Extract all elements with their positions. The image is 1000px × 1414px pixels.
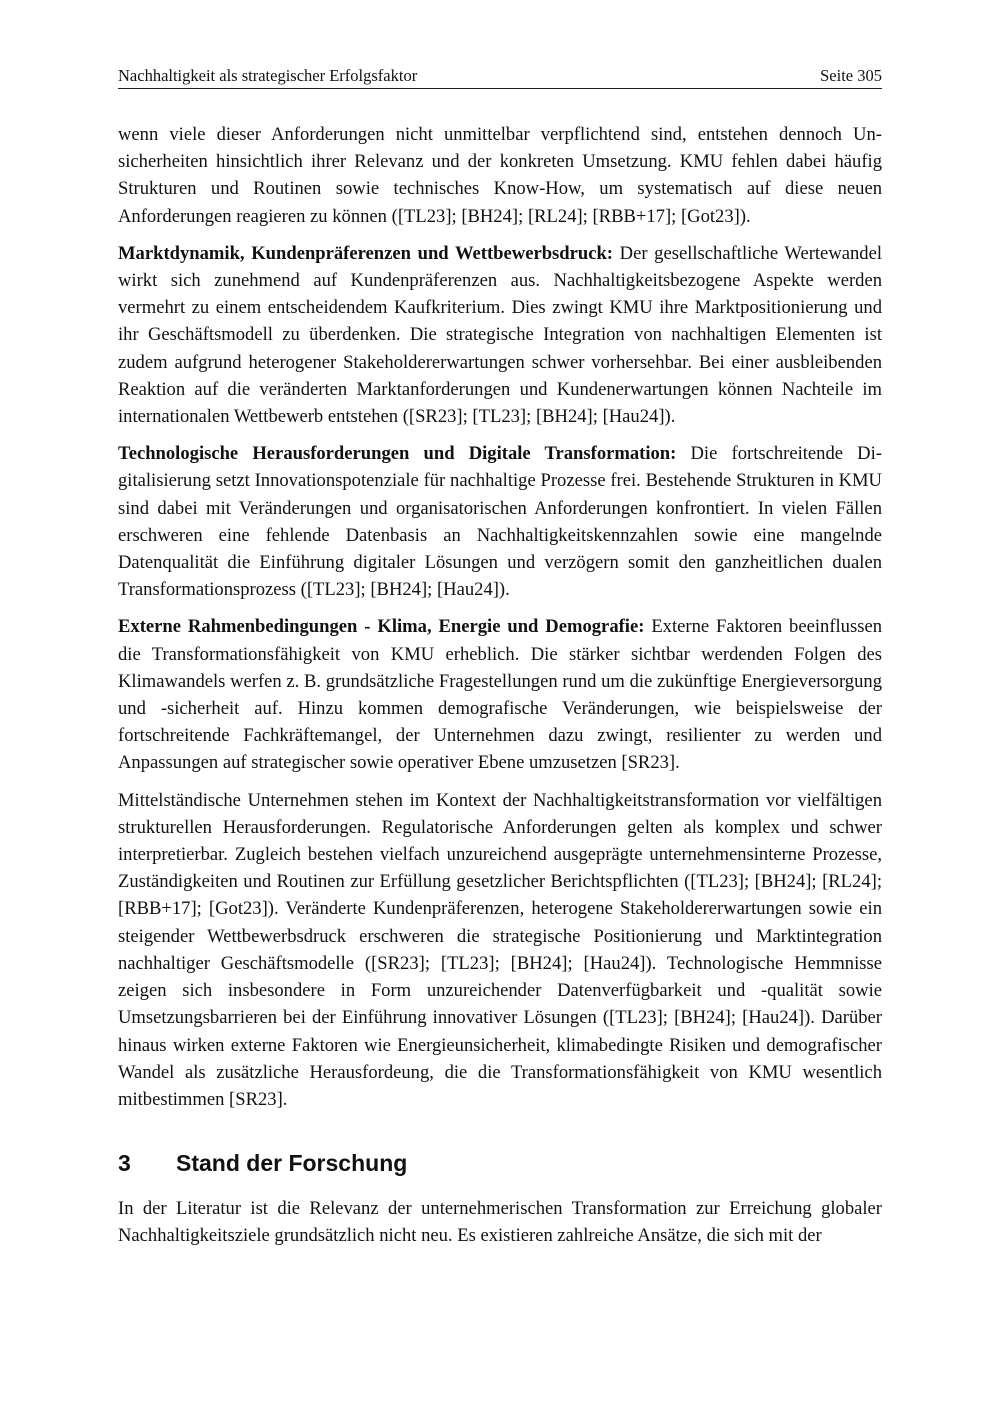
page-number: Seite 305: [820, 66, 882, 85]
paragraph-text: Externe Faktoren beeinflussen die Transformationsfähigkeit von KMU erheblich. Die stärker sichtbar werdenden Folgen des Klimawandels werfen z. B. grundsätzliche Fragestellungen rund um die zukünftige Energieversorgung und -sicherheit auf. Hinzu kommen demografische Veränderungen, wie beispielsweise der fortschreitende Fachkräftemangel, der Unternehmen dazu zwingt, resilienter zu werden und Anpassungen auf strategischer sowie operativer Ebene umzusetzen [SR23].: [118, 616, 882, 774]
paragraph-text: Die fortschreitende Digitalisierung setzt Innovationspotenziale für nachhaltige Prozesse frei. Bestehende Strukturen in KMU sind dabei mit Veränderungen und organisatorischen Anforderungen konfrontiert. In vielen Fällen erschweren eine fehlende Datenbasis an Nachhaltigkeitskennzahlen sowie eine mangelnde Datenqualität die Einführung digitaler Lösungen und verzögern somit den ganzheitlichen dualen Transformationsprozess ([TL23]; [BH24]; [Hau24]).: [118, 443, 882, 601]
body-text: [118, 121, 882, 1260]
paragraph: [118, 1195, 882, 1249]
paragraph-lead: Externe Rahmenbedingungen - Klima, Energie und Demografie:: [118, 616, 645, 638]
section-number: 3: [118, 1150, 131, 1177]
running-title: Nachhaltigkeit als strategischer Erfolgsfaktor: [118, 66, 418, 85]
section-title: Stand der Forschung: [176, 1150, 408, 1177]
running-header: [118, 66, 882, 89]
paragraph-text: Der gesellschaftliche Wertewandel wirkt sich zunehmend auf Kundenpräferenzen aus. Nachhaltigkeitsbezogene Aspekte werden vermehrt zu einem entscheidendem Kaufkriterium. Dies zwingt KMU ihre Marktpositionierung und ihr Geschäftsmodell zu überdenken. Die strategische Integration von nachhaltigen Elementen ist zudem aufgrund heterogener Stakeholdererwartungen schwer vorhersehbar. Bei einer ausbleibenden Reaktion auf die veränderten Marktanforderungen und Kundenerwartungen können Nachteile im internationalen Wettbewerb entstehen ([SR23]; [TL23]; [BH24]; [Hau24]).: [118, 242, 883, 428]
paragraph-text: In der Literatur ist die Relevanz der unternehmerischen Transformation zur Erreichung globaler Nachhaltigkeitsziele grundsätzlich nicht neu. Es existieren zahlreiche Ansätze, die sich mit der: [118, 1198, 882, 1247]
paragraph: [118, 613, 882, 776]
paragraph-lead: Marktdynamik, Kundenpräferenzen und Wettbewerbsdruck:: [118, 242, 613, 264]
paragraph: [118, 121, 882, 230]
paragraph-lead: Technologische Herausforderungen und Digitale Transformation:: [118, 443, 677, 465]
paragraph: [118, 787, 882, 1113]
paragraph-text: wenn viele dieser Anforderungen nicht unmittelbar verpflichtend sind, entstehen dennoch Unsicherheiten hinsichtlich ihrer Relevanz und der konkreten Umsetzung. KMU fehlen dabei häufig Strukturen und Routinen sowie technisches Know-How, um systematisch auf diese neuen Anforderungen reagieren zu können ([TL23]; [BH24]; [RL24]; [RBB+17]; [Got23]).: [118, 124, 882, 227]
paragraph: [118, 440, 882, 603]
section-heading: [118, 1149, 882, 1177]
paragraph-text: Mittelständische Unternehmen stehen im Kontext der Nachhaltigkeitstransformation vor vielfältigen strukturellen Herausforderungen. Regulatorische Anforderungen gelten als komplex und schwer interpretierbar. Zugleich bestehen vielfach unzureichend ausgeprägte unternehmensinterne Prozesse, Zuständigkeiten und Routinen zur Erfüllung gesetzlicher Berichtspflichten ([TL23]; [BH24]; [RL24]; [RBB+17]; [Got23]). Veränderte Kundenpräferenzen, heterogene Stakeholdererwartungen sowie ein steigender Wettbewerbsdruck erschweren die strategische Positionierung und Marktintegration nachhaltiger Geschäftsmodelle ([SR23]; [TL23]; [BH24]; [Hau24]). Technologische Hemmnisse zeigen sich insbesondere in Form unzureichender Datenverfügbarkeit und -qualität sowie Umsetzungsbarrieren bei der Einführung innovativer Lösungen ([TL23]; [BH24]; [Hau24]). Darüber hinaus wirken externe Faktoren wie Energieunsicherheit, klimabedingte Risiken und demografischer Wandel als zusätzliche Herausfordeung, die die Transformationsfähigkeit von KMU wesentlich mitbestimmen [SR23].: [118, 789, 882, 1110]
paragraph: [118, 240, 882, 430]
